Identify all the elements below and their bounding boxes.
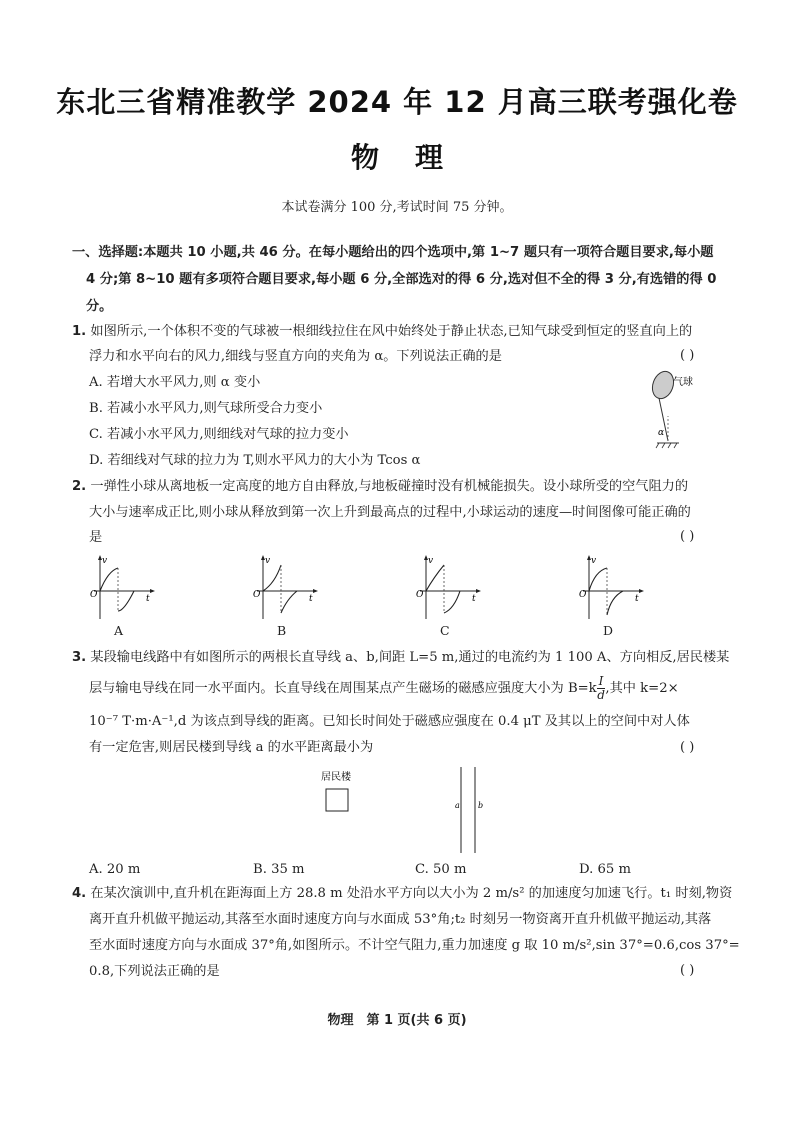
vt-graph-c: [412, 553, 484, 625]
exam-note: 本试卷满分 100 分,考试时间 75 分钟。: [281, 200, 513, 215]
axis-v-label: v: [591, 556, 597, 566]
answer-paren: ( ): [680, 529, 695, 544]
option-c: C. 若减小水平风力,则细线对气球的拉力变小: [89, 427, 349, 442]
question-text-line: 浮力和水平向右的风力,细线与竖直方向的夹角为 α。下列说法正确的是: [89, 349, 502, 364]
question-text-line: 层与输电导线在同一水平面内。长直导线在周围某点产生磁场的磁感应强度大小为 B=k: [89, 681, 597, 696]
question-text-line: 某段输电线路中有如图所示的两根长直导线 a、b,间距 L=5 m,通过的电流约为 1 100 A、方向相反,居民楼某: [90, 650, 730, 665]
question-number: 3.: [72, 650, 87, 665]
building-icon: [326, 789, 348, 811]
graph-label-c: C: [440, 623, 450, 638]
option-b: B. 若减小水平风力,则气球所受合力变小: [89, 401, 323, 416]
question-text-line: 在某次演训中,直升机在距海面上方 28.8 m 处沿水平方向以大小为 2 m/s² 的加速度匀加速飞行。t₁ 时刻,物资: [90, 886, 733, 901]
axis-t-label: t: [309, 594, 313, 604]
vt-graph-a: [86, 553, 158, 625]
subject-title: 物理: [350, 141, 479, 174]
section-instructions-line-1: 一、选择题:本题共 10 小题,共 46 分。在每小题给出的四个选项中,第 1~7 题只有一项符合题目要求,每小题: [72, 245, 714, 260]
origin-label: O: [579, 590, 587, 600]
page-footer: 物理 第 1 页(共 6 页): [327, 1013, 467, 1028]
question-text-line: 大小与速率成正比,则小球从释放到第一次上升到最高点的过程中,小球运动的速度—时间图像可能正确的: [89, 505, 691, 520]
building-label: 居民楼: [321, 772, 351, 783]
option-a: A. 20 m: [89, 862, 141, 877]
question-text-line: ,其中 k=2×: [605, 681, 679, 696]
origin-label: O: [253, 590, 261, 600]
question-text-line: 10⁻⁷ T·m·A⁻¹,d 为该点到导线的距离。已知长时间处于磁感应强度在 0.4 μT 及其以上的空间中对人体: [89, 714, 690, 729]
origin-label: O: [416, 590, 424, 600]
axis-t-label: t: [472, 594, 476, 604]
axis-v-label: v: [428, 556, 434, 566]
angle-label: α: [658, 428, 665, 438]
vt-graph-d: [575, 553, 647, 625]
question-text-line: 如图所示,一个体积不变的气球被一根细线拉住在风中始终处于静止状态,已知气球受到恒定的竖直向上的: [90, 324, 693, 339]
question-text-line: 离开直升机做平抛运动,其落至水面时速度方向与水面成 53°角;t₂ 时刻另一物资离开直升机做平抛运动,其落: [89, 912, 712, 927]
question-text-line: 是: [89, 530, 103, 545]
graph-label-b: B: [277, 623, 287, 638]
answer-paren: ( ): [680, 740, 695, 755]
question-number: 4.: [72, 886, 87, 901]
option-c: C. 50 m: [415, 862, 467, 877]
option-a: A. 若增大水平风力,则 α 变小: [89, 375, 261, 390]
balloon-figure: [645, 368, 725, 458]
graph-label-a: A: [114, 623, 124, 638]
question-number: 1.: [72, 324, 87, 339]
answer-paren: ( ): [680, 348, 695, 363]
exam-title: 东北三省精准教学 2024 年 12 月高三联考强化卷: [56, 85, 738, 119]
option-d: D. 若细线对气球的拉力为 T,则水平风力的大小为 Tcos α: [89, 453, 421, 468]
axis-t-label: t: [146, 594, 150, 604]
axis-t-label: t: [635, 594, 639, 604]
balloon-label: 气球: [673, 377, 693, 388]
question-number: 2.: [72, 479, 87, 494]
vt-graph-b: [249, 553, 321, 625]
formula-fraction: $\frac{I}{d}$: [597, 674, 605, 702]
option-b: B. 35 m: [253, 862, 305, 877]
question-text-line: 0.8,下列说法正确的是: [89, 964, 220, 979]
answer-paren: ( ): [680, 963, 695, 978]
section-instructions-line-2: 4 分;第 8~10 题有多项符合题目要求,每小题 6 分,全部选对的得 6 分,选对但不全的得 3 分,有选错的得 0: [86, 272, 717, 287]
wire-a-label: a: [455, 801, 460, 810]
question-text-line: 至水面时速度方向与水面成 37°角,如图所示。不计空气阻力,重力加速度 g 取 10 m/s²,sin 37°=0.6,cos 37°=: [89, 938, 740, 953]
option-d: D. 65 m: [579, 862, 631, 877]
wires-figure: [318, 765, 508, 855]
section-instructions-line-3: 分。: [86, 299, 113, 314]
origin-label: O: [90, 590, 98, 600]
axis-v-label: v: [265, 556, 271, 566]
question-text-line: 一弹性小球从离地板一定高度的地方自由释放,与地板碰撞时没有机械能损失。设小球所受的空气阻力的: [90, 479, 689, 494]
graph-label-d: D: [603, 623, 614, 638]
axis-v-label: v: [102, 556, 108, 566]
question-text-line: 有一定危害,则居民楼到导线 a 的水平距离最小为: [89, 740, 374, 755]
wire-b-label: b: [478, 801, 484, 810]
